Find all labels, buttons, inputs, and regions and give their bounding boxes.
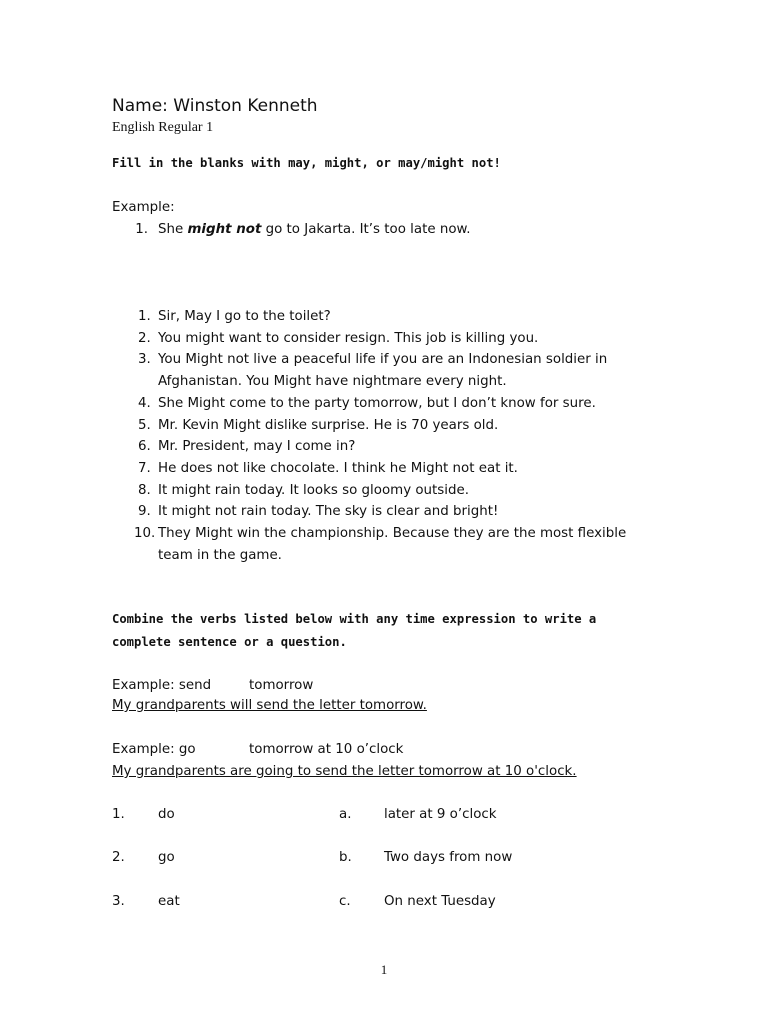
row-number: 1. [112, 807, 125, 822]
answer-number: 6. [138, 439, 151, 455]
row-verb: do [158, 807, 175, 822]
row-letter: b. [339, 850, 352, 865]
example-before: She [158, 222, 188, 237]
answer-number: 5. [138, 417, 151, 433]
example-item [0, 222, 768, 242]
row-letter: c. [339, 894, 351, 909]
section2-instruction-line-1: Combine the verbs listed below with any time expression to write a [112, 612, 597, 626]
answer-text: It might rain today. It looks so gloomy outside. [158, 482, 469, 498]
answer-number: 1. [138, 309, 151, 324]
row-verb: go [158, 850, 175, 865]
answer-text: You might want to consider resign. This job is killing you. [158, 330, 539, 346]
example-sentence [158, 222, 471, 237]
answer-number: 7. [138, 460, 151, 476]
answer-text: Mr. President, may I come in? [158, 439, 356, 455]
example-label: Example: [112, 200, 175, 215]
example2-sentence: My grandparents are going to send the letter tomorrow at 10 o'clock. [112, 764, 577, 779]
example-emphasis: might not [187, 222, 262, 237]
answer-text: You Might not live a peaceful life if you are an Indonesian soldier in [158, 352, 608, 368]
example-number: 1. [135, 222, 148, 237]
answer-text: Sir, May I go to the toilet? [158, 309, 331, 324]
example2-label: Example: go [112, 742, 196, 757]
row-time-expression: On next Tuesday [384, 894, 496, 909]
row-time-expression: later at 9 o’clock [384, 807, 497, 822]
answer-number: 8. [138, 482, 151, 498]
answer-number: 10. [134, 526, 156, 541]
row-verb: eat [158, 894, 180, 909]
example1-sentence: My grandparents will send the letter tomorrow. [112, 698, 427, 713]
answer-text: team in the game. [158, 547, 282, 563]
section2-instruction-line-2: complete sentence or a question. [112, 635, 347, 649]
row-letter: a. [339, 807, 352, 822]
answer-text: Afghanistan. You Might have nightmare every night. [158, 374, 507, 390]
answer-number: 2. [138, 330, 151, 346]
page-number: 1 [380, 962, 388, 977]
row-number: 2. [112, 850, 125, 865]
example1-time: tomorrow [249, 678, 314, 693]
answer-text: They Might win the championship. Because they are the most flexible [158, 526, 627, 541]
answer-number: 3. [138, 352, 151, 368]
answer-text: Mr. Kevin Might dislike surprise. He is 70 years old. [158, 417, 499, 433]
answer-text: She Might come to the party tomorrow, but I don’t know for sure. [158, 395, 596, 411]
answer-text: He does not like chocolate. I think he Might not eat it. [158, 460, 518, 476]
answer-number: 4. [138, 395, 151, 411]
student-name: Name: Winston Kenneth [112, 96, 318, 116]
row-number: 3. [112, 894, 125, 909]
example1-label: Example: send [112, 678, 212, 693]
row-time-expression: Two days from now [384, 850, 513, 865]
answer-number: 9. [138, 504, 151, 520]
example-after: go to Jakarta. It’s too late now. [261, 222, 471, 237]
course-name: English Regular 1 [112, 120, 214, 135]
example2-time: tomorrow at 10 o’clock [249, 742, 404, 757]
answer-text: It might not rain today. The sky is clear and bright! [158, 504, 499, 520]
section1-instruction: Fill in the blanks with may, might, or may/might not! [112, 156, 501, 170]
